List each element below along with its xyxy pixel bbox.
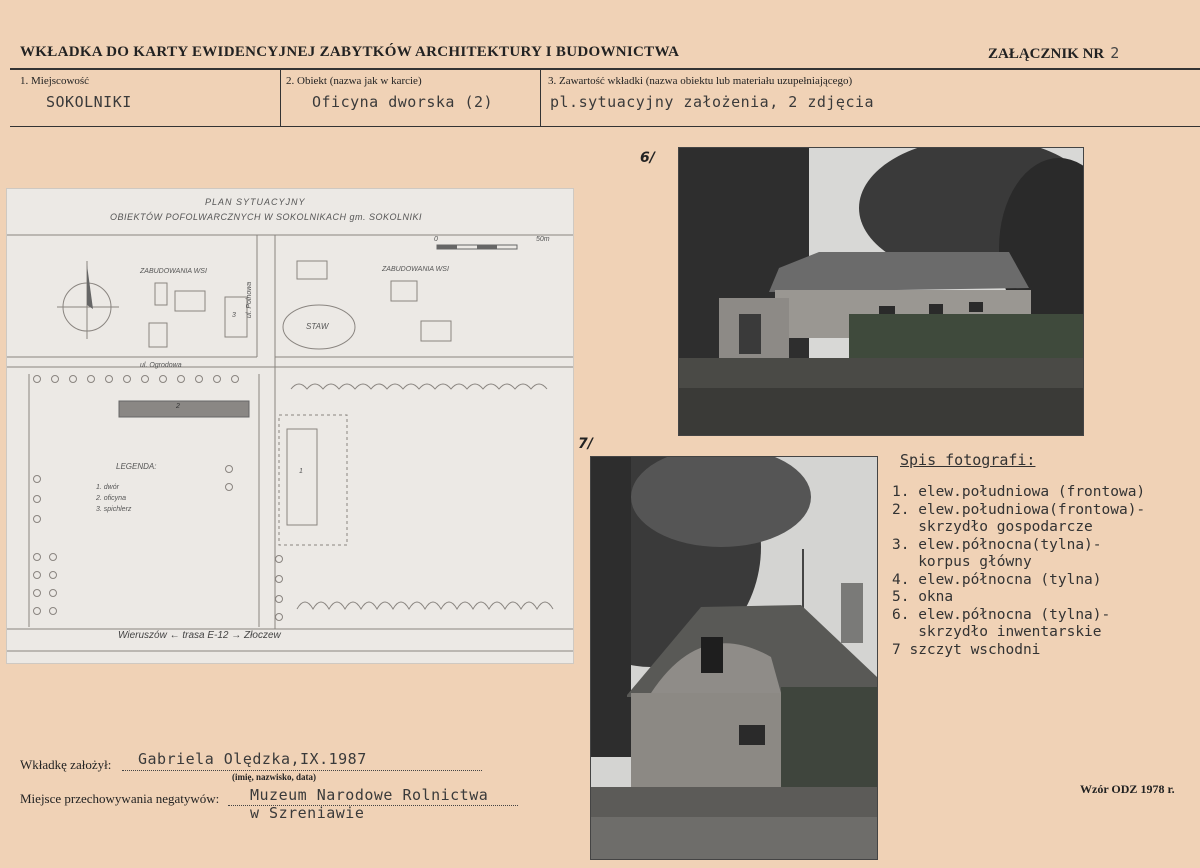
scale-start: 0 xyxy=(434,236,438,243)
road-label: Wieruszów ← trasa E-12 → Złoczew xyxy=(118,630,281,641)
photo-list xyxy=(892,484,1145,659)
photo-list-item: 2. elew.południowa(frontowa)- xyxy=(892,501,1146,518)
field-divider-2 xyxy=(540,70,541,126)
village-label-right: ZABUDOWANIA WSI xyxy=(382,266,449,273)
fields-bottom-line xyxy=(10,126,1200,127)
field-divider-1 xyxy=(280,70,281,126)
photo-6-image xyxy=(679,148,1083,435)
author-value: Gabriela Olędzka,IX.1987 xyxy=(138,750,367,768)
photo-list-item: korpus główny xyxy=(892,554,1032,570)
photo-list-title: Spis fotografi: xyxy=(900,451,1036,469)
photo-6 xyxy=(678,147,1084,436)
photo-list-item: 6. elew.północna (tylna)- xyxy=(892,606,1111,623)
annex-label-text: ZAŁĄCZNIK NR xyxy=(988,46,1105,62)
photo-list-item: skrzydło gospodarcze xyxy=(892,519,1093,535)
legend-item: 3. spichlerz xyxy=(96,506,132,513)
street-vertical-label: ul. Polnowa xyxy=(246,281,253,318)
legend-item: 1. dwór xyxy=(96,484,119,491)
storage-label: Miejsce przechowywania negatywów: xyxy=(20,791,220,806)
author-hint: (imię, nazwisko, data) xyxy=(232,772,316,782)
header-divider xyxy=(10,68,1200,70)
annex-number: 2 xyxy=(1110,44,1120,62)
photo-list-item: 7 szczyt wschodni xyxy=(892,641,1041,658)
street-horizontal-label: ul. Ogrodowa xyxy=(140,362,182,369)
plan-title-2: OBIEKTÓW POFOLWARCZNYCH W SOKOLNIKACH gm. SOKOLNIKI xyxy=(110,212,423,222)
photo-7-number: 7/ xyxy=(578,436,593,452)
plan-building-1-label: 1 xyxy=(299,468,303,475)
contents-value: pl.sytuacyjny założenia, 2 zdjęcia xyxy=(550,93,875,111)
author-label: Wkładkę założył: xyxy=(20,757,112,772)
site-plan-drawing xyxy=(7,189,573,663)
plan-building-2 xyxy=(119,401,249,417)
village-label-left: ZABUDOWANIA WSI xyxy=(140,268,207,275)
storage-line-1: Muzeum Narodowe Rolnictwa xyxy=(250,786,489,804)
photo-list-item: 4. elew.północna (tylna) xyxy=(892,571,1102,588)
photo-list-item: 5. okna xyxy=(892,589,954,605)
photo-list-item: skrzydło inwentarskie xyxy=(892,624,1102,640)
legend-item: 2. oficyna xyxy=(96,495,126,502)
legend-title: LEGENDA: xyxy=(116,462,157,471)
form-model: Wzór ODZ 1978 r. xyxy=(1080,782,1175,796)
author-dotted-line xyxy=(122,770,482,771)
form-title: WKŁADKA DO KARTY EWIDENCYJNEJ ZABYTKÓW ARCHITEKTURY I BUDOWNICTWA xyxy=(20,44,680,60)
pond-label: STAW xyxy=(306,322,329,331)
object-value: Oficyna dworska (2) xyxy=(312,93,494,111)
photo-list-item: 3. elew.północna(tylna)- xyxy=(892,536,1102,553)
annex-label xyxy=(988,44,1119,63)
photo-6-number: 6/ xyxy=(640,150,655,166)
object-label: 2. Obiekt (nazwa jak w karcie) xyxy=(286,75,422,87)
locality-value: SOKOLNIKI xyxy=(46,93,132,111)
storage-line-2: w Szreniawie xyxy=(250,804,365,822)
plan-title-1: PLAN SYTUACYJNY xyxy=(205,197,306,207)
photo-7 xyxy=(590,456,878,860)
legend-items xyxy=(96,482,131,515)
photo-list-item: 1. elew.południowa (frontowa) xyxy=(892,484,1146,500)
plan-building-3-label: 3 xyxy=(232,312,236,319)
contents-label: 3. Zawartość wkładki (nazwa obiektu lub materiału uzupełniającego) xyxy=(548,75,853,87)
locality-label: 1. Miejscowość xyxy=(20,75,90,87)
scale-end: 50m xyxy=(536,236,550,243)
site-plan xyxy=(6,188,574,664)
photo-7-image xyxy=(591,457,877,859)
plan-building-2-label: 2 xyxy=(176,403,180,410)
